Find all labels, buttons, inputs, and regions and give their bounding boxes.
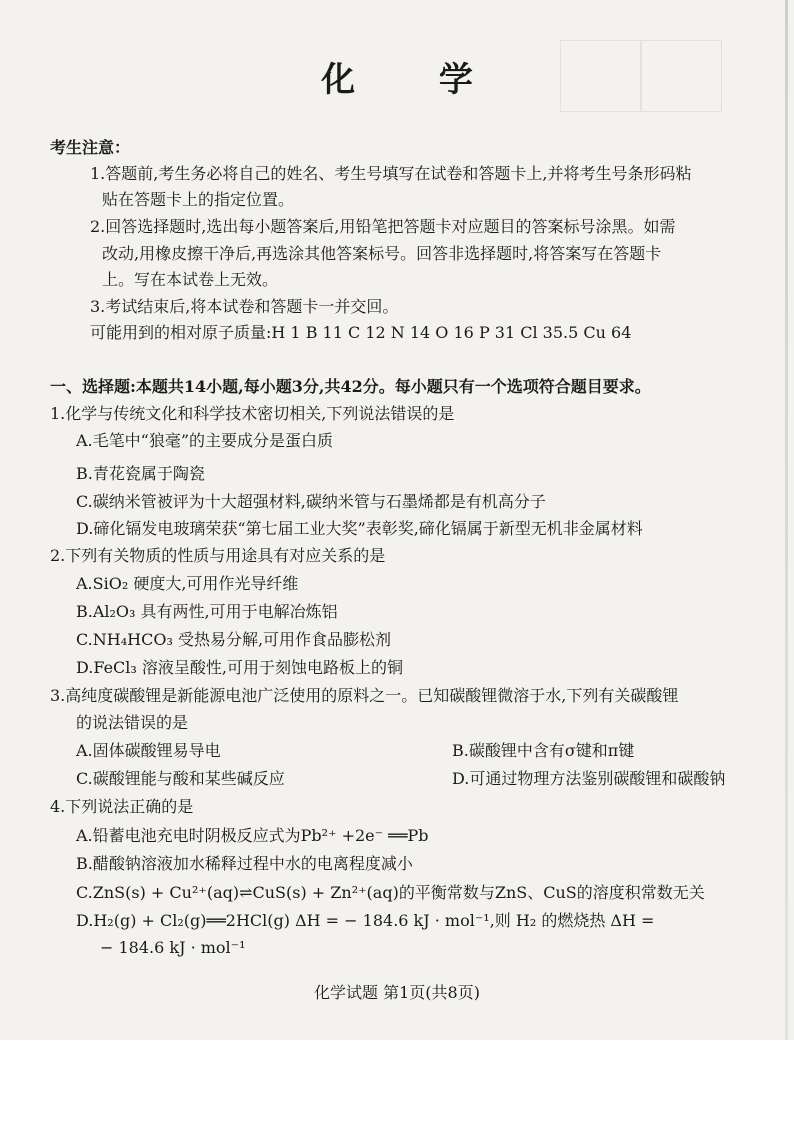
page-title: 化 学 [321, 60, 509, 100]
question-4-option-a: A.铅蓄电池充电时阴极反应式为Pb²⁺ +2e⁻ ══Pb [76, 826, 429, 845]
notice-item-2-cont: 上。写在本试卷上无效。 [102, 270, 279, 289]
question-2-option-b: B.Al₂O₃ 具有两性,可用于电解冶炼铝 [76, 602, 338, 621]
question-1-option-b: B.青花瓷属于陶瓷 [76, 464, 205, 483]
question-1-option-c: C.碳纳米管被评为十大超强材料,碳纳米管与石墨烯都是有机高分子 [76, 492, 546, 511]
notice-heading: 考生注意： [50, 138, 131, 157]
question-4-option-d: D.H₂(g) + Cl₂(g)══2HCl(g) ΔH = − 184.6 kJ · mol⁻¹,则 H₂ 的燃烧热 ΔH = [76, 911, 655, 930]
question-1-stem: 1.化学与传统文化和科学技术密切相关,下列说法错误的是 [50, 404, 455, 423]
page-edge-shadow [785, 0, 788, 1040]
notice-item-1: 1.答题前,考生务必将自己的姓名、考生号填写在试卷和答题卡上,并将考生号条形码粘 [90, 164, 692, 183]
question-4-option-d-cont: − 184.6 kJ · mol⁻¹ [100, 938, 246, 957]
atomic-masses: 可能用到的相对原子质量:H 1 B 11 C 12 N 14 O 16 P 31 Cl 35.5 Cu 64 [90, 323, 632, 342]
question-2-stem: 2.下列有关物质的性质与用途具有对应关系的是 [50, 546, 386, 565]
question-3-option-a: A.固体碳酸锂易导电 [76, 741, 221, 760]
question-3-option-b: B.碳酸锂中含有σ键和π键 [452, 741, 635, 760]
question-4-option-b: B.醋酸钠溶液加水稀释过程中水的电离程度减小 [76, 854, 413, 873]
question-2-option-a: A.SiO₂ 硬度大,可用作光导纤维 [76, 574, 299, 593]
notice-item-2: 2.回答选择题时,选出每小题答案后,用铅笔把答题卡对应题目的答案标号涂黑。如需 [90, 217, 676, 236]
question-3-option-c: C.碳酸锂能与酸和某些碱反应 [76, 769, 285, 788]
question-1-option-d: D.碲化镉发电玻璃荣获“第七届工业大奖”表彰奖,碲化镉属于新型无机非金属材料 [76, 519, 643, 538]
question-3-option-d: D.可通过物理方法鉴别碳酸锂和碳酸钠 [452, 769, 726, 788]
notice-item-1-cont: 贴在答题卡上的指定位置。 [102, 190, 295, 209]
question-3-stem: 3.高纯度碳酸锂是新能源电池广泛使用的原料之一。已知碳酸锂微溶于水,下列有关碳酸锂 [50, 686, 679, 705]
page-footer: 化学试题 第1页(共8页) [314, 983, 480, 1002]
question-2-option-c: C.NH₄HCO₃ 受热易分解,可用作食品膨松剂 [76, 630, 392, 649]
question-2-option-d: D.FeCl₃ 溶液呈酸性,可用于刻蚀电路板上的铜 [76, 658, 403, 677]
question-4-stem: 4.下列说法正确的是 [50, 797, 194, 816]
question-4-option-c: C.ZnS(s) + Cu²⁺(aq)⇌CuS(s) + Zn²⁺(aq)的平衡常数与ZnS、CuS的溶度积常数无关 [76, 883, 705, 902]
question-1-option-a: A.毛笔中“狼毫”的主要成分是蛋白质 [76, 431, 334, 450]
notice-item-3: 3.考试结束后,将本试卷和答题卡一并交回。 [90, 297, 399, 316]
section-heading: 一、选择题:本题共14小题,每小题3分,共42分。每小题只有一个选项符合题目要求。 [50, 377, 651, 396]
question-3-stem-cont: 的说法错误的是 [76, 713, 189, 732]
notice-item-2-cont: 改动,用橡皮擦干净后,再选涂其他答案标号。回答非选择题时,将答案写在答题卡 [102, 244, 662, 263]
